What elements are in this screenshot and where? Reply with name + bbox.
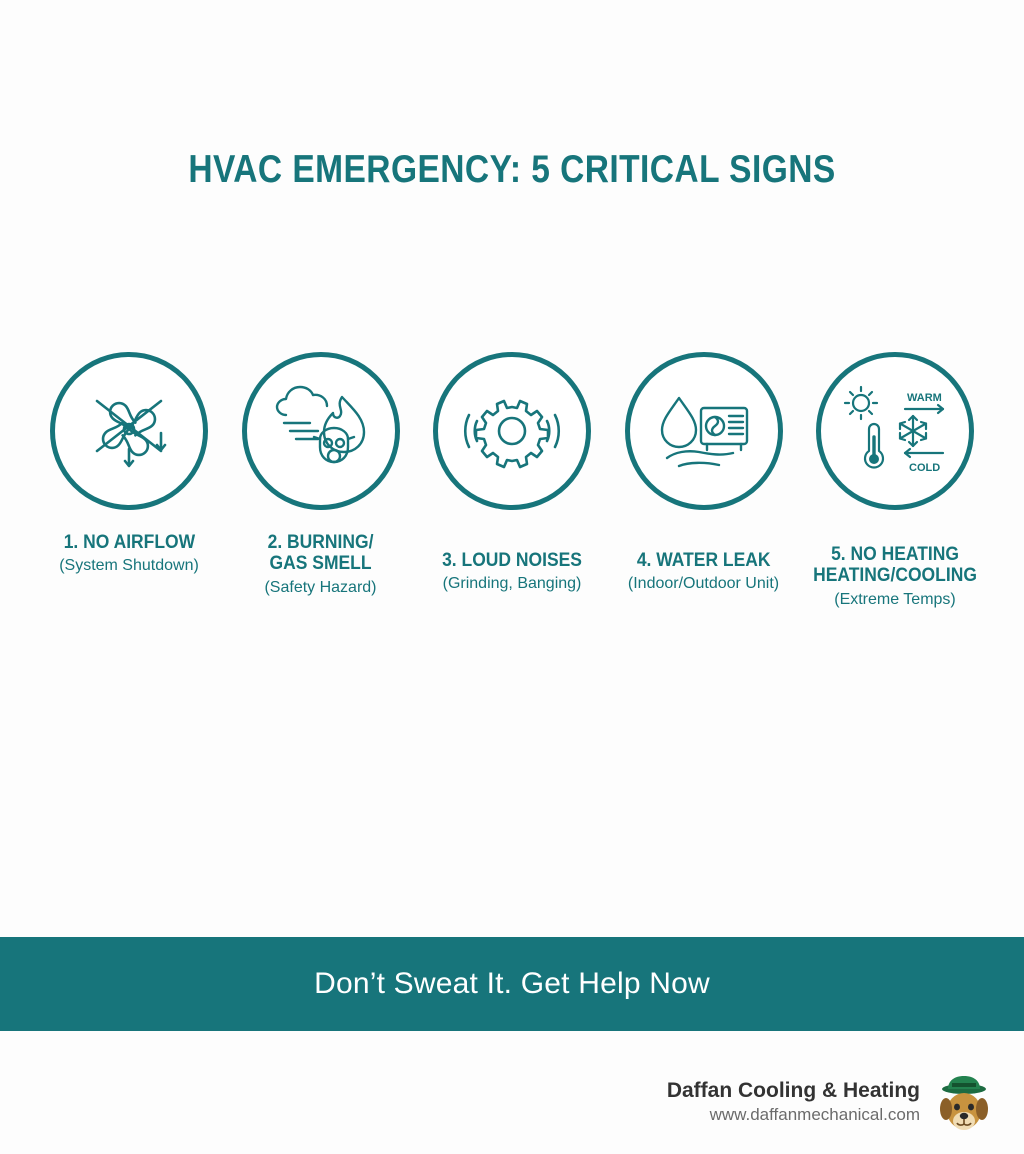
sign-label: 4. WATER LEAK xyxy=(636,550,771,571)
sign-label-line2: GAS SMELL xyxy=(269,553,372,575)
burning-gas-smell-circle xyxy=(242,352,400,510)
cold-label: COLD xyxy=(909,462,941,474)
page-title: HVAC EMERGENCY: 5 CRITICAL SIGNS xyxy=(188,148,836,191)
sign-sublabel: (Grinding, Banging) xyxy=(442,575,582,593)
no-airflow-circle xyxy=(50,352,208,510)
water-leak-circle xyxy=(625,352,783,510)
water-leak-droplet-icon xyxy=(649,382,759,480)
sign-card-burning-gas-smell xyxy=(232,352,410,597)
sign-card-no-airflow xyxy=(40,352,218,576)
sign-label xyxy=(268,532,374,575)
footer xyxy=(0,1050,1024,1154)
sign-label: 1. NO AIRFLOW xyxy=(63,532,195,553)
sign-label xyxy=(813,544,977,587)
sign-sublabel: (Indoor/Outdoor Unit) xyxy=(627,575,780,593)
sign-label-line1: 2. BURNING/ xyxy=(267,532,374,553)
sign-card-loud-noises xyxy=(423,352,601,594)
signs-row xyxy=(40,352,984,609)
sign-sublabel: (Extreme Temps) xyxy=(834,590,956,608)
no-heating-cooling-thermometer-icon xyxy=(839,381,951,481)
sign-card-no-heating-cooling xyxy=(806,352,984,609)
loud-noises-gear-icon xyxy=(457,381,567,481)
sign-label-line2: HEATING/COOLING xyxy=(813,565,977,587)
sign-label: 3. LOUD NOISES xyxy=(442,550,582,571)
sign-sublabel: (System Shutdown) xyxy=(59,557,199,575)
warm-label: WARM xyxy=(907,392,942,404)
brand-website: www.daffanmechanical.com xyxy=(709,1105,920,1125)
cta-banner-text: Don’t Sweat It. Get Help Now xyxy=(314,967,710,1000)
sign-label-line1: 5. NO HEATING xyxy=(831,544,959,565)
cta-banner xyxy=(0,937,1024,1031)
no-airflow-fan-icon xyxy=(77,379,181,483)
brand-name: Daffan Cooling & Heating xyxy=(666,1078,920,1102)
loud-noises-circle xyxy=(433,352,591,510)
sign-card-water-leak xyxy=(615,352,793,594)
dog-mascot-logo xyxy=(934,1069,994,1135)
footer-text-block xyxy=(667,1078,920,1126)
no-heating-cooling-circle xyxy=(816,352,974,510)
burning-gas-smell-icon xyxy=(266,379,376,483)
sign-sublabel: (Safety Hazard) xyxy=(264,578,377,596)
